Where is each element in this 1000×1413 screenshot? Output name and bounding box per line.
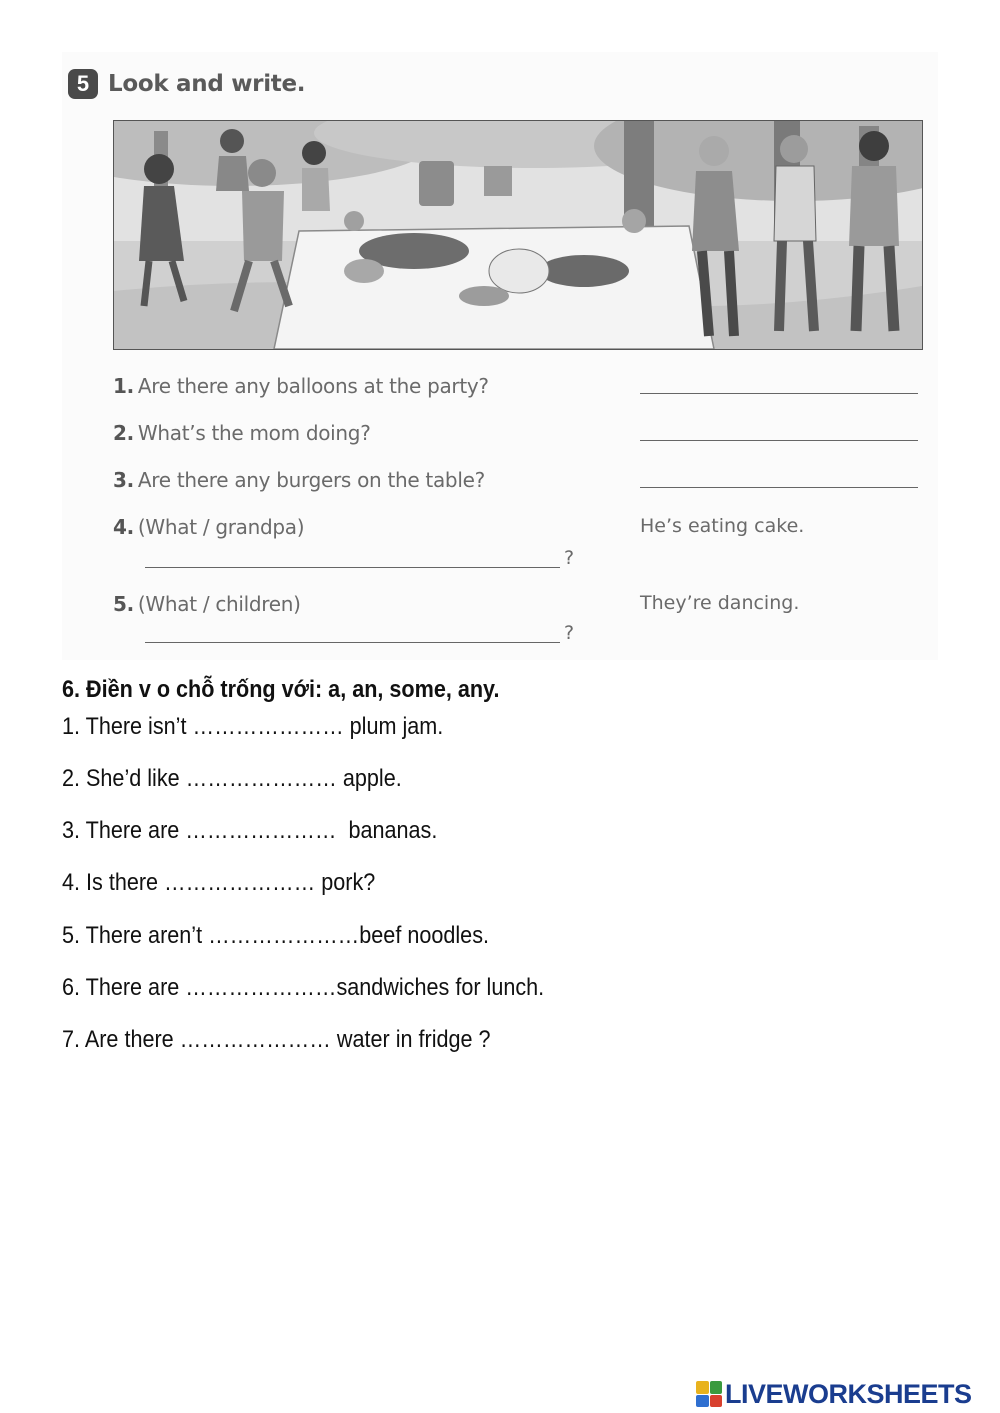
- exercise-title: Look and write.: [108, 71, 306, 97]
- question-4: 4. (What / grandpa): [113, 515, 305, 539]
- exercise-number-badge: 5: [68, 69, 98, 99]
- question-line-4[interactable]: [145, 567, 560, 568]
- question-mark-4: ?: [564, 547, 575, 569]
- exercise-6-title: 6. Điền v o chỗ trống với: a, an, some, any.: [62, 676, 500, 703]
- answer-line-1[interactable]: [640, 393, 918, 394]
- fill-item-4[interactable]: 4. Is there ………………… pork?: [62, 869, 376, 896]
- answer-line-2[interactable]: [640, 440, 918, 441]
- party-illustration: [113, 120, 923, 350]
- given-answer-4: He’s eating cake.: [640, 515, 805, 537]
- fill-item-5[interactable]: 5. There aren’t …………………beef noodles.: [62, 922, 489, 949]
- logo-mark-icon: [696, 1381, 722, 1407]
- question-1: 1. Are there any balloons at the party?: [113, 374, 489, 398]
- liveworksheets-logo: [696, 1380, 972, 1408]
- question-3: 3. Are there any burgers on the table?: [113, 468, 485, 492]
- fill-item-3[interactable]: 3. There are ………………… bananas.: [62, 817, 438, 844]
- question-2: 2. What’s the mom doing?: [113, 421, 371, 445]
- logo-text: LIVEWORKSHEETS: [725, 1378, 972, 1409]
- question-line-5[interactable]: [145, 642, 560, 643]
- given-answer-5: They’re dancing.: [640, 592, 800, 614]
- question-mark-5: ?: [564, 622, 575, 644]
- question-5: 5. (What / children): [113, 592, 301, 616]
- fill-item-2[interactable]: 2. She’d like ………………… apple.: [62, 765, 402, 792]
- exercise-5-header: [68, 66, 305, 102]
- answer-line-3[interactable]: [640, 487, 918, 488]
- fill-item-7[interactable]: 7. Are there ………………… water in fridge ?: [62, 1026, 491, 1053]
- fill-item-6[interactable]: 6. There are …………………sandwiches for lunch.: [62, 974, 545, 1001]
- fill-item-1[interactable]: 1. There isn’t ………………… plum jam.: [62, 713, 444, 740]
